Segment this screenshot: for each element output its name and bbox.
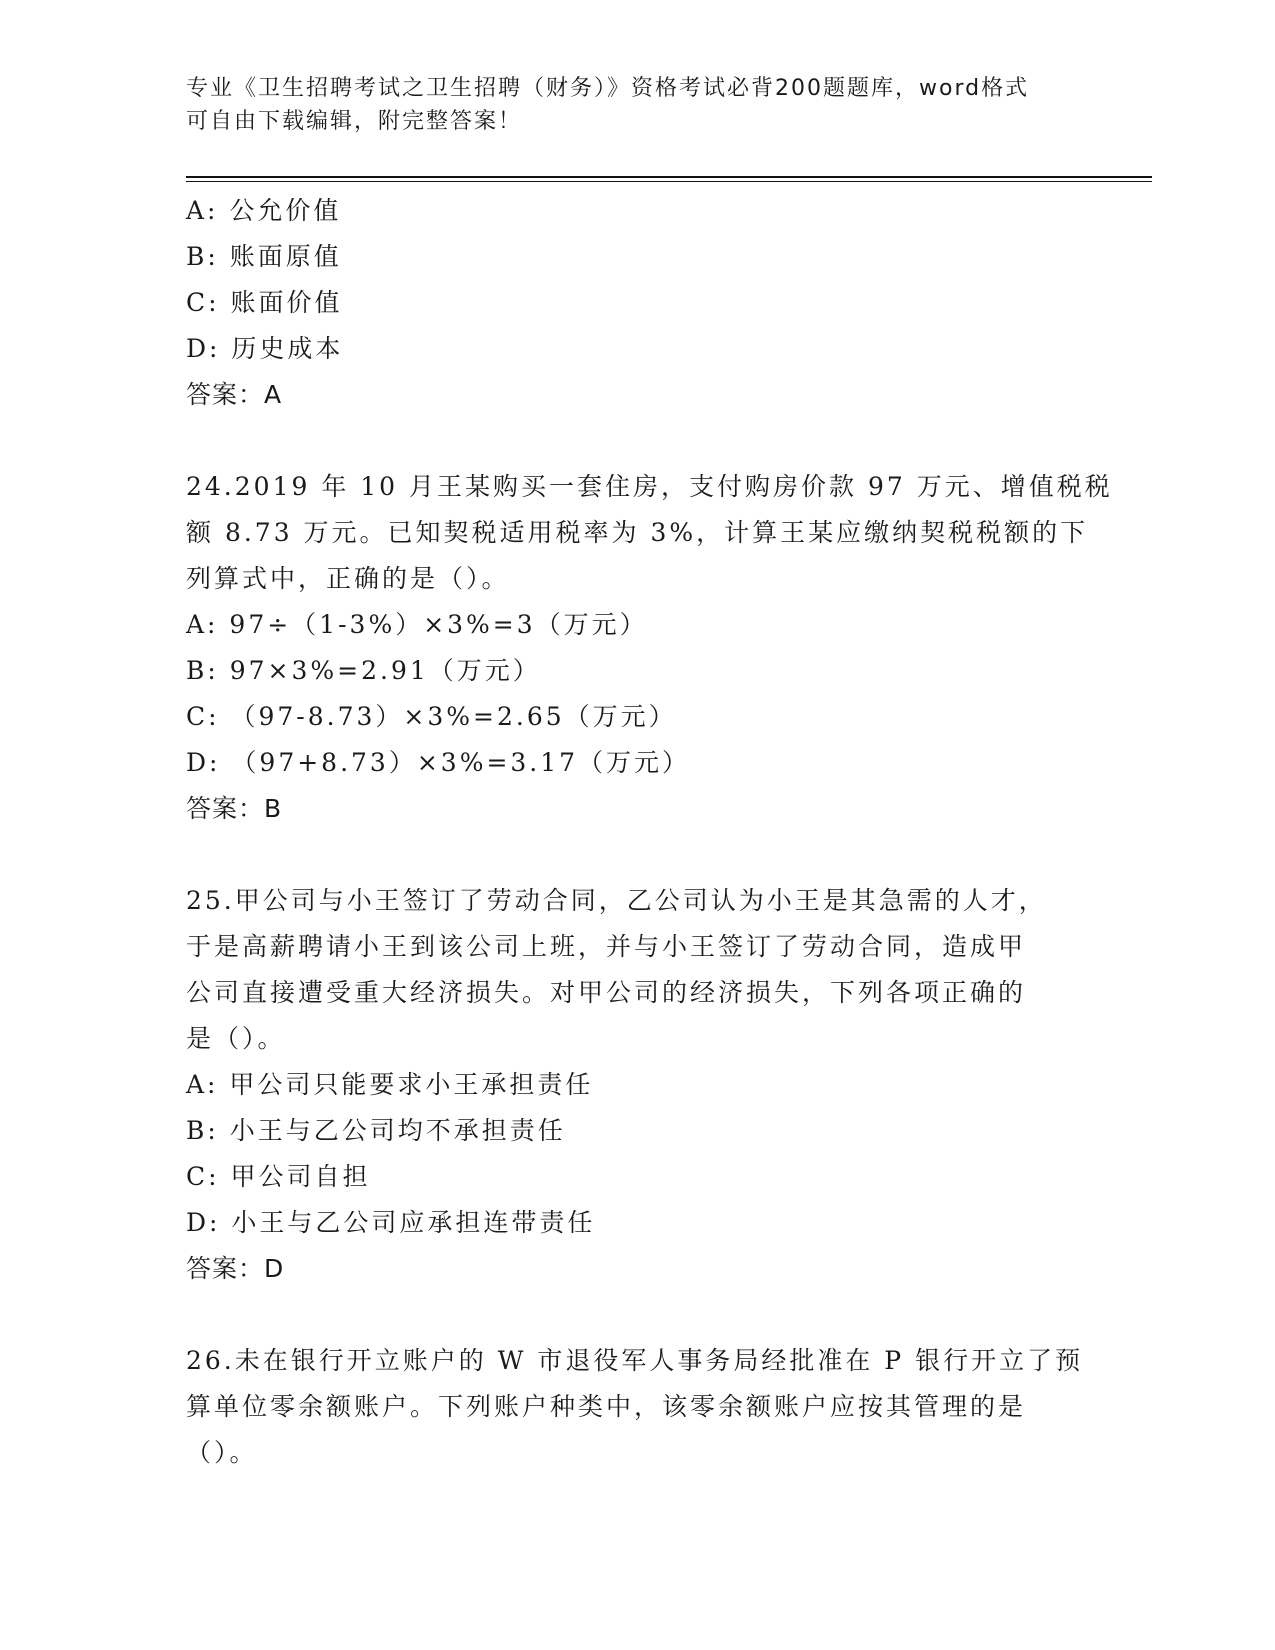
option-a: A: 97÷（1-3%）×3%=3（万元）	[186, 610, 648, 639]
question-text-line: 于是高薪聘请小王到该公司上班，并与小王签订了劳动合同，造成甲	[186, 932, 1027, 961]
spacer	[186, 1292, 1086, 1338]
question-text-line: 是（）。	[186, 1024, 286, 1053]
question-text-line: 26.未在银行开立账户的 W 市退役军人事务局经批准在 P 银行开立了预	[186, 1346, 1084, 1375]
question-text-line: 25.甲公司与小王签订了劳动合同，乙公司认为小王是其急需的人才，	[186, 886, 1047, 915]
question-text-line: 公司直接遭受重大经济损失。对甲公司的经济损失，下列各项正确的	[186, 978, 1027, 1007]
option-d: D: 历史成本	[186, 334, 344, 363]
option-c: C: 甲公司自担	[186, 1162, 371, 1191]
option-a: A: 公允价值	[186, 196, 342, 225]
question-text-line: 额 8.73 万元。已知契税适用税率为 3%，计算王某应缴纳契税税额的下	[186, 518, 1089, 547]
answer-label: 答案：B	[186, 794, 283, 823]
answer-label: 答案：D	[186, 1254, 285, 1283]
question-text-line: （）。	[186, 1438, 258, 1467]
option-d: D: 小王与乙公司应承担连带责任	[186, 1208, 596, 1237]
header-divider-thick	[186, 176, 1152, 178]
header-line-2: 可自由下载编辑，附完整答案！	[186, 109, 523, 134]
option-b: B: 账面原值	[186, 242, 342, 271]
question-26	[186, 1338, 1086, 1476]
question-text-line: 列算式中，正确的是（）。	[186, 564, 510, 593]
option-b: B: 小王与乙公司均不承担责任	[186, 1116, 566, 1145]
document-header	[186, 72, 1086, 138]
question-25	[186, 878, 1086, 1292]
header-line-1: 专业《卫生招聘考试之卫生招聘（财务）》资格考试必背200题题库，word格式	[186, 76, 1030, 101]
question-text-line: 24.2019 年 10 月王某购买一套住房，支付购房价款 97 万元、增值税税	[186, 472, 1113, 501]
question-24	[186, 464, 1113, 832]
option-c: C: 账面价值	[186, 288, 343, 317]
option-b: B: 97×3%=2.91（万元）	[186, 656, 541, 685]
spacer	[186, 832, 1086, 878]
header-divider-thin	[186, 181, 1152, 182]
spacer	[186, 418, 1086, 464]
answer-label: 答案：A	[186, 380, 283, 409]
question-list	[186, 188, 1113, 1476]
question-23	[186, 188, 1086, 418]
option-a: A: 甲公司只能要求小王承担责任	[186, 1070, 594, 1099]
option-c: C: （97-8.73）×3%=2.65（万元）	[186, 702, 677, 731]
option-d: D: （97+8.73）×3%=3.17（万元）	[186, 748, 691, 777]
question-text-line: 算单位零余额账户。下列账户种类中，该零余额账户应按其管理的是	[186, 1392, 1027, 1421]
